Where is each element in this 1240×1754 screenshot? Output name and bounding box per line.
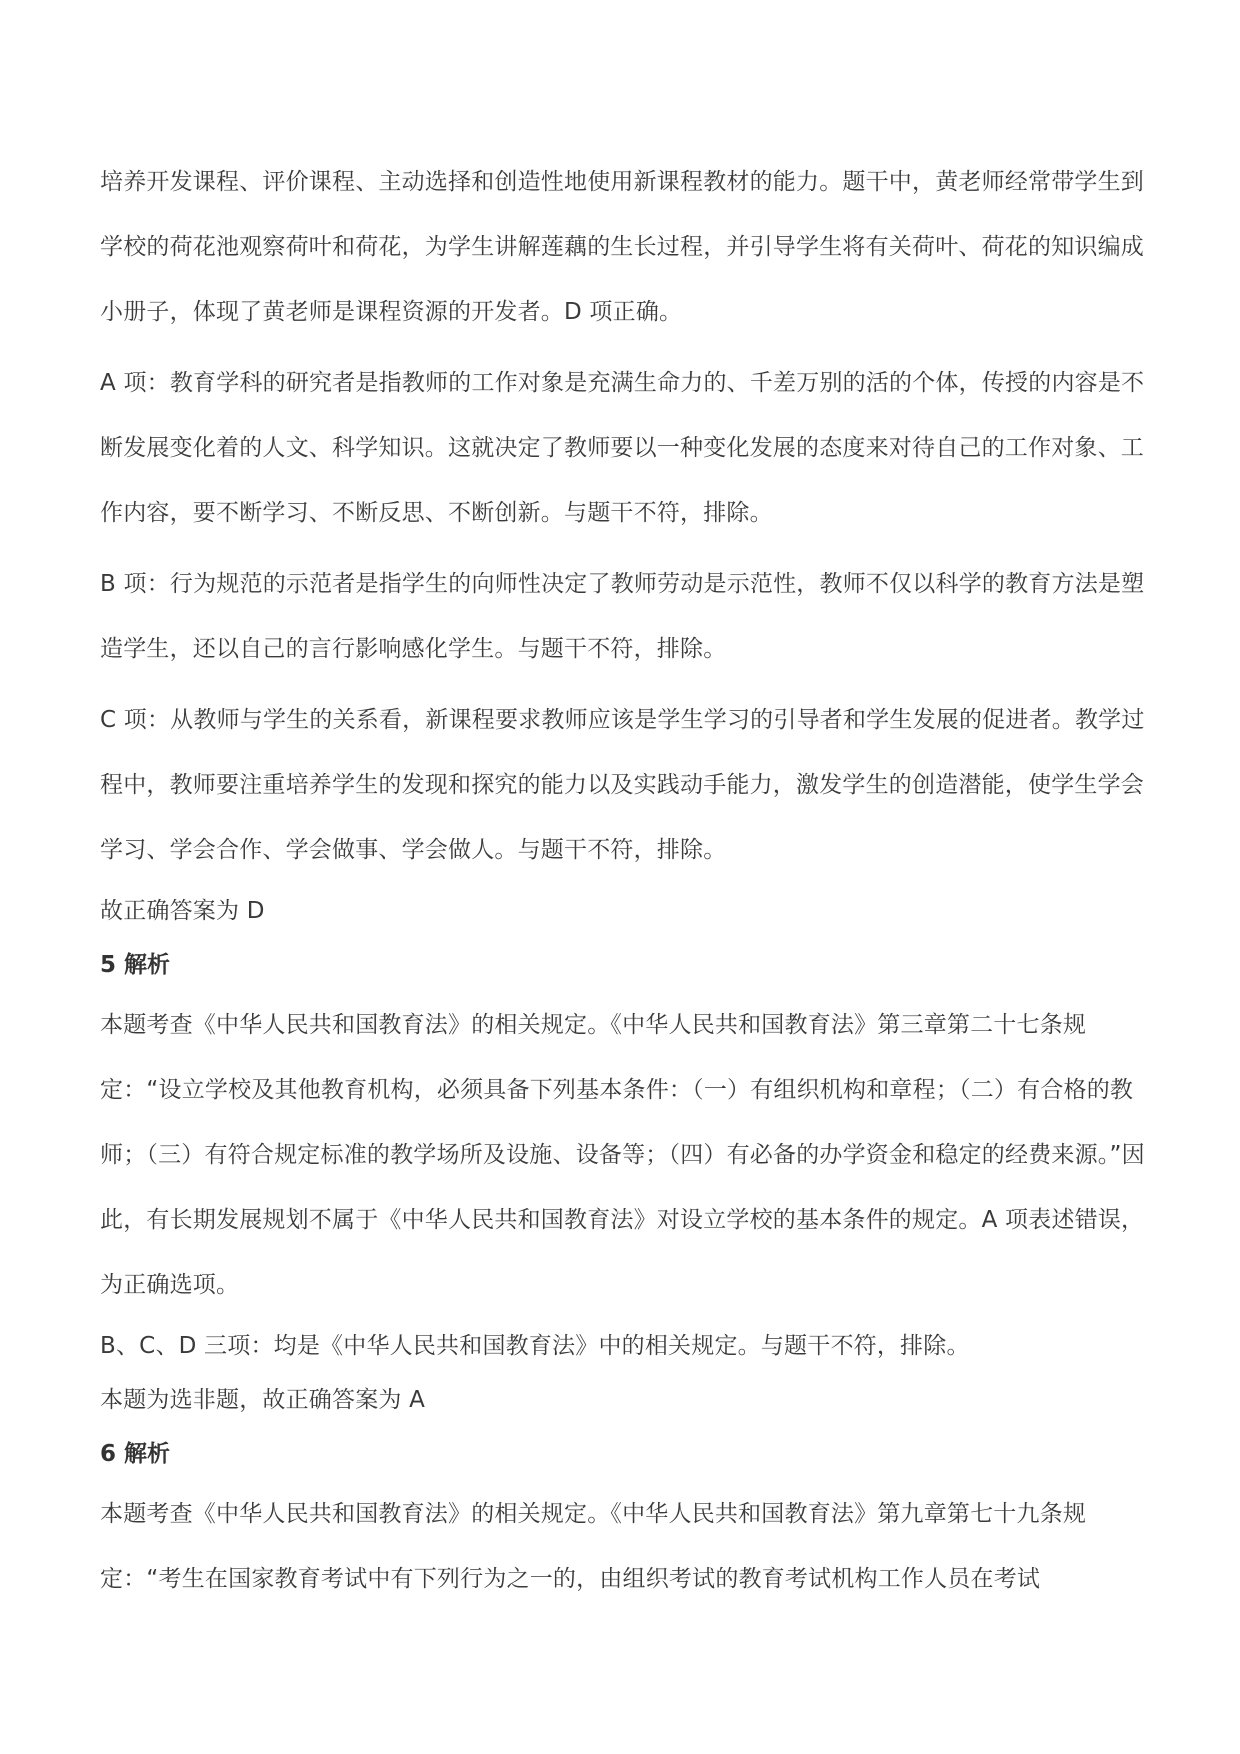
section6-paragraph-1: 本题考查《中华人民共和国教育法》的相关规定。《中华人民共和国教育法》第九章第七十九条规定：“考生在国家教育考试中有下列行为之一的，由组织考试的教育考试机构工作人员在考试 [100, 1501, 1087, 1592]
section5-heading: 5 解析 [100, 952, 171, 978]
section4-paragraph-1: 培养开发课程、评价课程、主动选择和创造性地使用新课程教材的能力。题干中，黄老师经常带学生到学校的荷花池观察荷叶和荷花，为学生讲解莲藕的生长过程，并引导学生将有关荷叶、荷花的知识编成小册子，体现了黄老师是课程资源的开发者。D 项正确。 [100, 169, 1144, 325]
section4-option-c: C 项：从教师与学生的关系看，新课程要求教师应该是学生学习的引导者和学生发展的促进者。教学过程中，教师要注重培养学生的发现和探究的能力以及实践动手能力，激发学生的创造潜能，使学生学会学习、学会合作、学会做事、学会做人。与题干不符，排除。 [100, 707, 1145, 863]
section4-option-b: B 项：行为规范的示范者是指学生的向师性决定了教师劳动是示范性，教师不仅以科学的教育方法是塑造学生，还以自己的言行影响感化学生。与题干不符，排除。 [100, 571, 1145, 662]
document-page [100, 150, 1160, 1612]
section5-answer: 本题为选非题，故正确答案为 A [100, 1387, 426, 1413]
section5-option-bcd: B、C、D 三项：均是《中华人民共和国教育法》中的相关规定。与题干不符，排除。 [100, 1333, 970, 1359]
section6-heading: 6 解析 [100, 1441, 171, 1467]
section5-paragraph-1: 本题考查《中华人民共和国教育法》的相关规定。《中华人民共和国教育法》第三章第二十七条规定：“设立学校及其他教育机构，必须具备下列基本条件：（一）有组织机构和章程；（二）有合格的教师；（三）有符合规定标准的教学场所及设施、设备等；（四）有必备的办学资金和稳定的经费来源。”因此，有长期发展规划不属于《中华人民共和国教育法》对设立学校的基本条件的规定。A 项表述错误，为正确选项。 [100, 1012, 1145, 1298]
section4-answer: 故正确答案为 D [100, 898, 265, 924]
section4-option-a: A 项：教育学科的研究者是指教师的工作对象是充满生命力的、千差万别的活的个体，传授的内容是不断发展变化着的人文、科学知识。这就决定了教师要以一种变化发展的态度来对待自己的工作对象、工作内容，要不断学习、不断反思、不断创新。与题干不符，排除。 [100, 370, 1145, 526]
